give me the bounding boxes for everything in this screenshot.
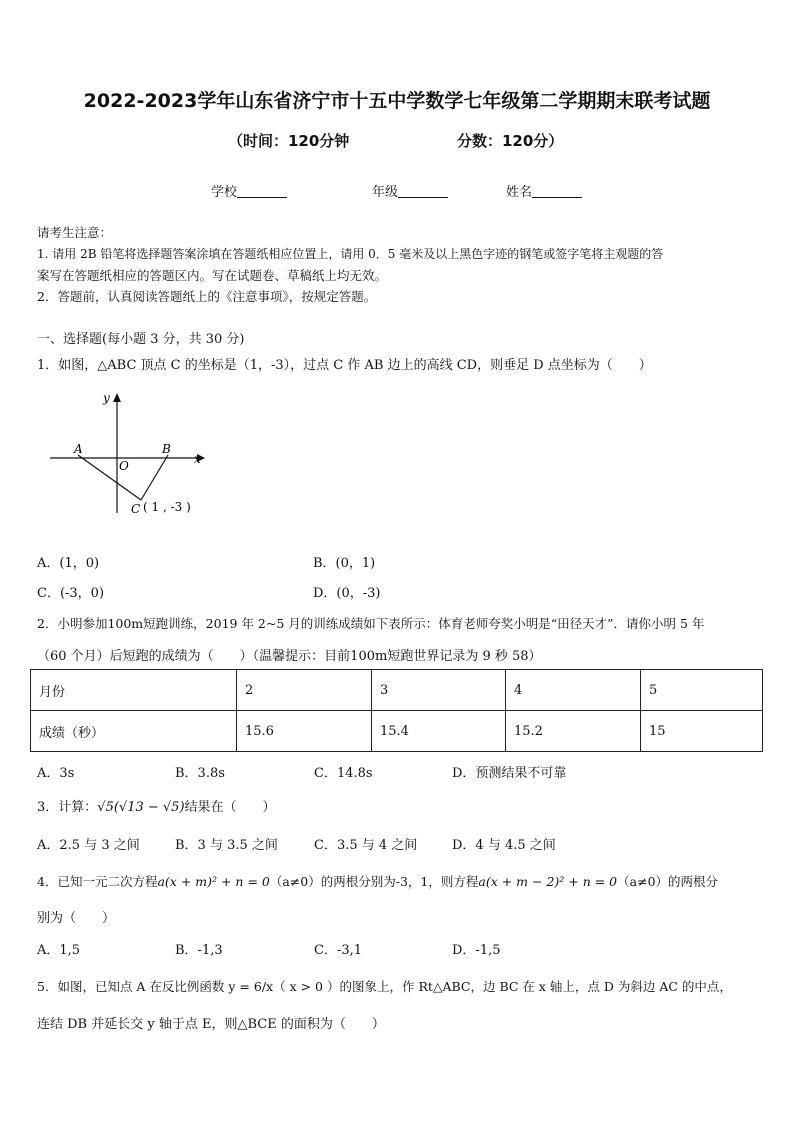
exam-time: （时间：120分钟 [228, 132, 350, 150]
q4-option-b[interactable]: B．-1,3 [175, 943, 223, 958]
notice-item1-line1: 1. 请用 2B 铅笔将选择题答案涂填在答题纸相应位置上，请用 0．5 毫米及以上黑色字迹的钢笔或签字笔将主观题的答 [37, 247, 664, 261]
q1-option-c[interactable]: C．(-3，0) [37, 586, 105, 601]
exam-title: 2022-2023学年山东省济宁市十五中学数学七年级第二学期期末联考试题 [83, 90, 711, 112]
notice-heading: 请考生注意： [37, 225, 113, 240]
q2-option-b[interactable]: B．3.8s [175, 766, 225, 781]
q4-prefix: 4．已知一元二次方程 [37, 874, 158, 889]
q2-option-a[interactable]: A．3s [37, 766, 75, 781]
table-row [31, 711, 763, 752]
origin-label: O [119, 459, 129, 473]
table-cell: 15.6 [237, 711, 372, 752]
q4-option-d[interactable]: D．-1,5 [452, 943, 501, 958]
x-label: x [194, 452, 201, 466]
y-axis-arrow [113, 393, 121, 402]
q3-option-b[interactable]: B．3 与 3.5 之间 [175, 838, 278, 853]
q5-line2: 连结 DB 并延长交 y 轴于点 E，则△BCE 的面积为（ ） [37, 1017, 385, 1032]
q4-suffix: （a≠0）的两根分 [617, 874, 719, 889]
q3-formula: √5(√13 − √5) [97, 800, 185, 815]
q3-option-c[interactable]: C．3.5 与 4 之间 [314, 838, 418, 853]
y-label: y [103, 391, 110, 405]
school-blank[interactable] [237, 184, 287, 198]
segment-ac [78, 455, 141, 500]
q1-option-b[interactable]: B．(0，1) [313, 556, 376, 571]
table-cell: 4 [506, 670, 641, 711]
point-a-label: A [74, 442, 83, 456]
q2-line2: （60 个月）后短跑的成绩为（ ）（温馨提示：目前100m短跑世界记录为 9 秒 58） [37, 649, 542, 664]
table-cell: 2 [237, 670, 372, 711]
q3-text [37, 796, 276, 815]
point-c-coordinate: ( 1 , -3 ) [143, 500, 191, 514]
table-cell: 成绩（秒） [31, 711, 237, 752]
school-label: 学校 [211, 185, 238, 200]
q1-text: 1．如图，△ABC 顶点 C 的坐标是（1，-3），过点 C 作 AB 边上的高线 CD，则垂足 D 点坐标为（ ） [37, 358, 652, 373]
grade-label: 年级 [372, 185, 399, 200]
name-field[interactable] [506, 181, 582, 200]
q4-equation-2: a(x + m − 2)² + n = 0 [478, 874, 618, 889]
table-row [31, 670, 763, 711]
name-blank[interactable] [532, 184, 582, 198]
table-cell: 月份 [31, 670, 237, 711]
q3-suffix: 结果在（ ） [184, 800, 276, 815]
table-cell: 5 [641, 670, 763, 711]
grade-blank[interactable] [398, 184, 448, 198]
grade-field[interactable] [372, 181, 448, 200]
q1-option-a[interactable]: A．(1，0) [37, 556, 100, 571]
q1-coordinate-figure [45, 388, 215, 523]
table-cell: 15 [641, 711, 763, 752]
exam-score: 分数：120分） [457, 132, 564, 150]
q4-option-c[interactable]: C．-3,1 [314, 943, 363, 958]
q3-option-d[interactable]: D．4 与 4.5 之间 [452, 838, 556, 853]
q5-line1: 5．如图，已知点 A 在反比例函数 y = 6/x（ x > 0 ）的图象上，作 Rt△ABC，边 BC 在 x 轴上，点 D 为斜边 AC 的中点， [37, 979, 732, 994]
q2-line1: 2．小明参加100m短跑训练，2019 年 2~5 月的训练成绩如下表所示：体育老师夸奖小明是“田径天才”．请你小明 5 年 [37, 616, 705, 631]
q4-option-a[interactable]: A．1,5 [37, 943, 81, 958]
segment-cb [141, 455, 168, 500]
point-b-label: B [162, 442, 171, 456]
q3-prefix: 3．计算： [37, 800, 98, 815]
q4-line1 [37, 872, 718, 890]
q2-option-d[interactable]: D．预测结果不可靠 [452, 766, 567, 781]
school-field[interactable] [211, 181, 287, 200]
notice-item1-line2: 案写在答题纸相应的答题区内。写在试题卷、草稿纸上均无效。 [37, 268, 388, 283]
notice-item2: 2．答题前，认真阅读答题纸上的《注意事项》，按规定答题。 [37, 289, 377, 304]
q3-option-a[interactable]: A．2.5 与 3 之间 [37, 838, 140, 853]
q2-option-c[interactable]: C．14.8s [314, 766, 373, 781]
name-label: 姓名 [506, 185, 533, 200]
table-cell: 15.2 [506, 711, 641, 752]
table-cell: 15.4 [372, 711, 506, 752]
point-c-label: C [131, 502, 141, 516]
section-heading: 一、选择题(每小题 3 分，共 30 分) [37, 332, 245, 347]
q4-mid: （a≠0）的两根分别为-3，1，则方程 [269, 874, 479, 889]
table-cell: 3 [372, 670, 506, 711]
q4-line2: 别为（ ） [37, 911, 116, 926]
q4-equation-1: a(x + m)² + n = 0 [157, 874, 270, 889]
q2-scores-table [30, 669, 763, 752]
q1-option-d[interactable]: D．(0，-3) [313, 586, 381, 601]
